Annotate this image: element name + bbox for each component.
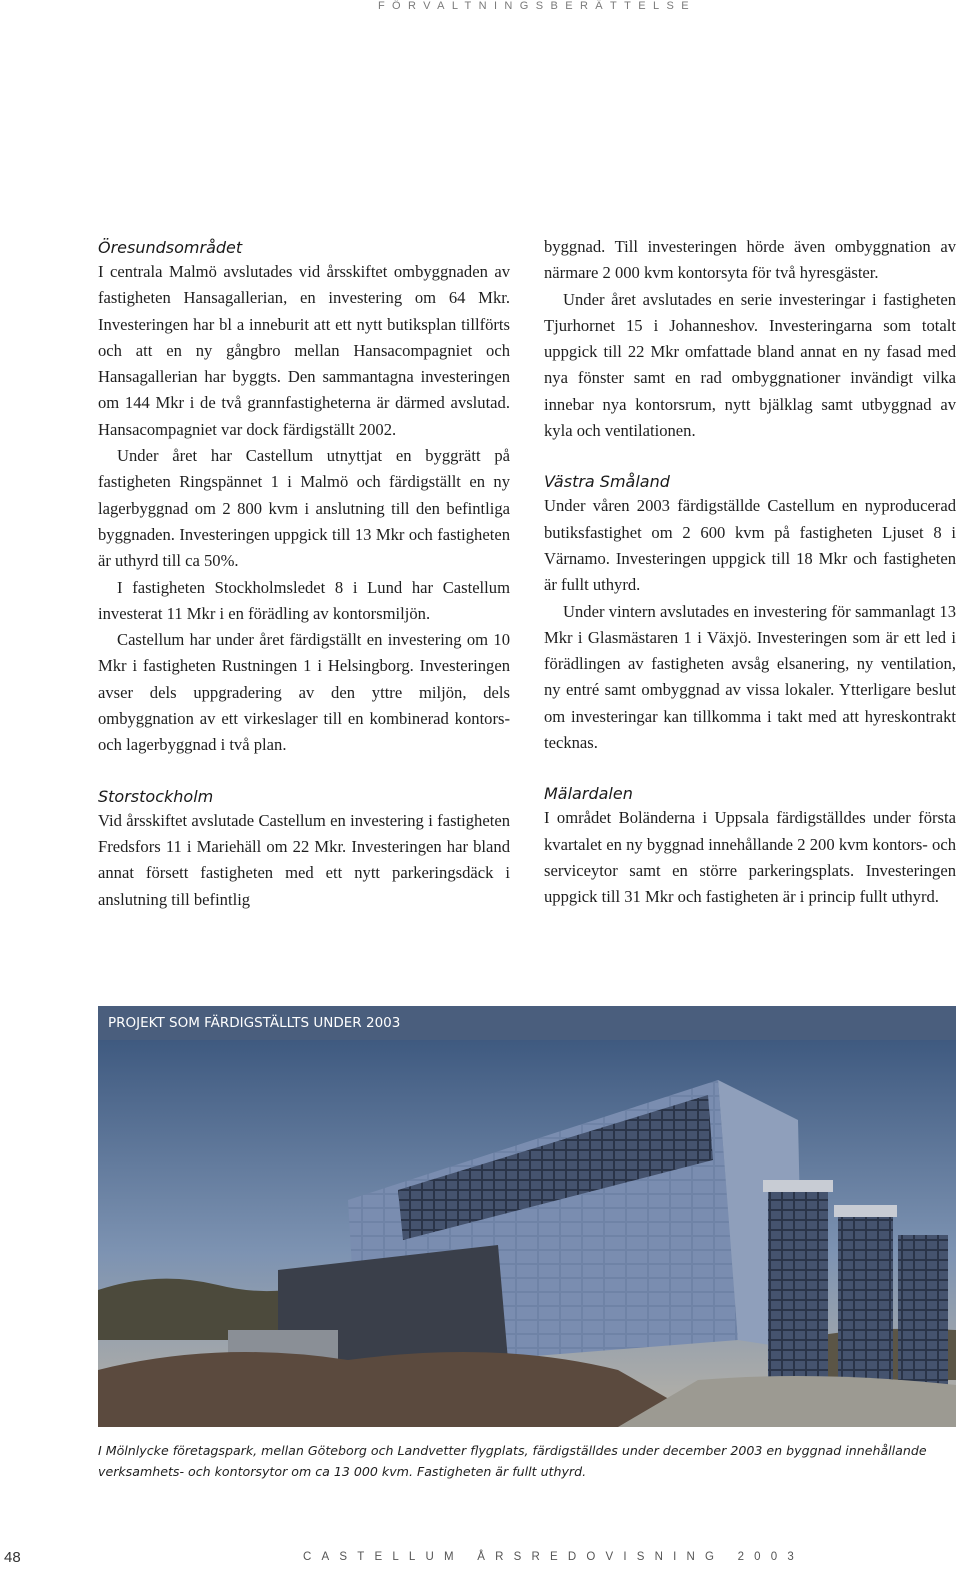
- figure-label: PROJEKT SOM FÄRDIGSTÄLLTS UNDER 2003: [98, 1006, 956, 1040]
- paragraph: I området Boländerna i Uppsala färdigställdes under första kvartalet en ny byggnad innehållande 2 200 kvm kontors- och serviceytor samt en större parkeringsplats. Investeringen uppgick till 31 Mkr och fastigheten är i princip fullt uthyrd.: [544, 808, 956, 907]
- paragraph: Under våren 2003 färdigställde Castellum en nyproducerad butiksfastighet om 2 600 kvm på fastigheten Ljuset 8 i Värnamo. Investeringen uppgick till 18 Mkr och fastigheten är fullt uthyrd.: [544, 496, 956, 595]
- caption-line: I Mölnlycke företagspark, mellan Göteborg och Landvetter flygplats, färdigställdes under december 2003 en byggnad innehållande: [98, 1443, 927, 1458]
- section-heading-storstockholm: Storstockholm: [98, 786, 214, 806]
- caption-line: verksamhets- och kontorsytor om ca 13 000 kvm. Fastigheten är fullt uthyrd.: [98, 1464, 587, 1479]
- figure-caption: [98, 1440, 958, 1482]
- project-figure: [98, 1006, 956, 1427]
- paragraph: I fastigheten Stockholmsledet 8 i Lund har Castellum investerat 11 Mkr i en förädling av kontorsmiljön.: [98, 577, 510, 623]
- footer-title: CASTELLUM ÅRSREDOVISNING 2003: [303, 1551, 804, 1563]
- section-heading-vastra-smaland: Västra Småland: [544, 472, 670, 492]
- paragraph: byggnad. Till investeringen hörde även ombyggnation av närmare 2 000 kvm kontorsyta för två hyresgäster.: [544, 237, 956, 283]
- section-heading-oresund: Öresundsområdet: [98, 238, 243, 257]
- left-column: [98, 236, 510, 913]
- paragraph: Under året avslutades en serie investeringar i fastigheten Tjurhornet 15 i Johanneshov. Investeringarna som totalt uppgick till 22 Mkr omfattade bland annat en ny fasad med nya fönster samt en rad ombyggnationer invändigt vilka innebar nya kontorsrum, nytt bjälklag samt utbyggnad av kyla och ventilationen.: [544, 289, 956, 441]
- paragraph: Under vintern avslutades en investering för sammanlagt 13 Mkr i Glasmästaren 1 i Växjö. Investeringen som är ett led i förädlingen av fastigheten avsåg elsanering, ny ventilation, ny entré samt ombyggnad av vissa lokaler. Ytterligare beslut om investeringar kan tillkomma i takt med att hyreskontrakt tecknas.: [544, 601, 956, 753]
- page-number: 48: [4, 1549, 21, 1566]
- section-heading-malardalen: Mälardalen: [544, 784, 633, 804]
- paragraph: Castellum har under året färdigställt en investering om 10 Mkr i fastigheten Rustningen 1 i Helsingborg. Investeringen avser dels uppgradering av den yttre miljön, dels ombyggnation av ett virkeslager till en kombinerad kontors- och lagerbyggnad i två plan.: [98, 630, 510, 755]
- paragraph: I centrala Malmö avslutades vid årsskiftet ombyggnaden av fastigheten Hansagallerian, en investering om 64 Mkr. Investeringen har bl a inneburit att ett nytt butiksplan tillförts och att en ny gångbro mellan Hansacompagniet och Hansagallerian har byggts. Den sammantagna investeringen om 144 Mkr i de två grannfastigheterna är därmed avslutad. Hansacompagniet var dock färdigställt 2002.: [98, 262, 510, 439]
- building-photo: [98, 1040, 956, 1427]
- paragraph: Under året har Castellum utnyttjat en byggrätt på fastigheten Ringspännet 1 i Malmö och färdigställt en ny lagerbyggnad om 2 800 kvm i anslutning till den befintliga byggnaden. Investeringen uppgick till 13 Mkr och fastigheten är uthyrd till ca 50%.: [98, 446, 510, 571]
- running-head: FÖRVALTNINGSBERÄTTELSE: [377, 0, 696, 12]
- right-column: [544, 236, 956, 911]
- paragraph: Vid årsskiftet avslutade Castellum en investering i fastigheten Fredsfors 11 i Mariehäll om 22 Mkr. Investeringen har bland annat försett fastigheten med ett nytt parkeringsdäck i anslutning till befintlig: [98, 810, 510, 909]
